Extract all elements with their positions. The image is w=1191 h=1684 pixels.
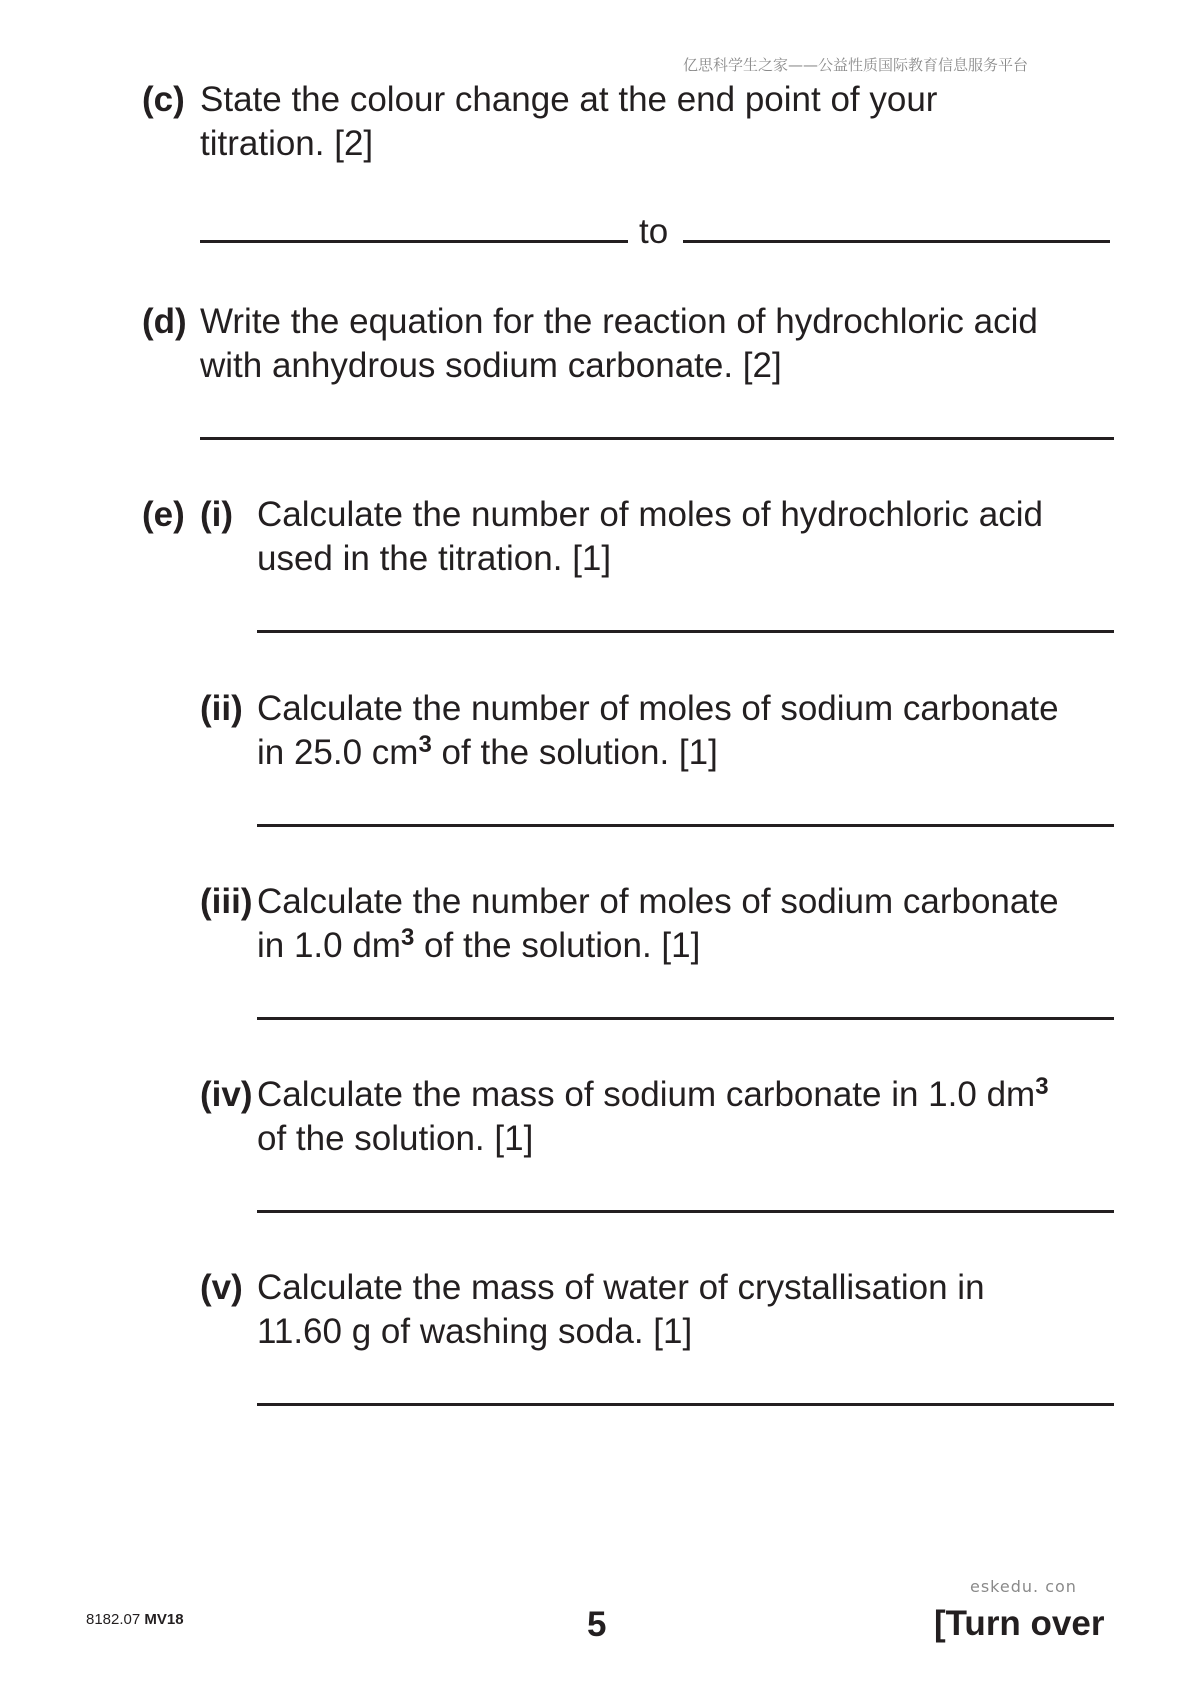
page-number: 5 [587,1605,607,1644]
answer-line-e-ii[interactable] [257,824,1114,827]
superscript-3: 3 [400,924,415,951]
question-e-iii-text-pre: in 1.0 dm [257,926,401,965]
question-e-v-label: (v) [200,1268,243,1307]
question-e-iii-text-post: of the solution. [1] [414,926,701,965]
question-e-iv-text-line2: of the solution. [1] [257,1119,534,1158]
question-e-v-text-line1: Calculate the mass of water of crystallisation in [257,1268,985,1307]
question-c-to: to [639,212,669,251]
answer-line-c-from[interactable] [200,240,628,243]
paper-code [86,1611,184,1628]
question-d-text-line1: Write the equation for the reaction of hydrochloric acid [200,302,1038,341]
superscript-3: 3 [1035,1073,1049,1100]
answer-line-c-to[interactable] [683,240,1110,243]
question-e-i-label: (i) [200,495,234,534]
turn-over-label: [Turn over [934,1604,1105,1643]
question-e-i-text-line2: used in the titration. [1] [257,539,612,578]
answer-line-e-i[interactable] [257,630,1114,633]
question-e-ii-text-line1: Calculate the number of moles of sodium carbonate [257,689,1059,728]
header-watermark: 亿思科学生之家——公益性质国际教育信息服务平台 [683,56,1029,74]
question-e-ii-text-line2 [257,731,718,775]
superscript-3: 3 [418,731,432,758]
question-e-label: (e) [142,495,185,534]
question-e-ii-label: (ii) [200,689,243,728]
question-c-text-line1: State the colour change at the end point of your [200,80,938,119]
paper-code-bold: MV18 [144,1611,184,1628]
question-e-iv-text-line1 [257,1073,1049,1117]
question-c-label: (c) [142,80,185,119]
answer-line-e-v[interactable] [257,1403,1114,1406]
question-e-v-text-line2: 11.60 g of washing soda. [1] [257,1312,693,1351]
answer-line-e-iii[interactable] [257,1017,1114,1020]
question-d-text-line2: with anhydrous sodium carbonate. [2] [200,346,782,385]
answer-line-d[interactable] [200,437,1114,440]
question-e-iv-label: (iv) [200,1075,253,1114]
question-e-iii-label: (iii) [200,882,253,921]
question-e-iii-text-line2 [257,924,700,968]
answer-line-e-iv[interactable] [257,1210,1114,1213]
question-e-ii-text-post: of the solution. [1] [431,733,718,772]
question-e-iii-text-line1: Calculate the number of moles of sodium carbonate [257,882,1059,921]
footer-watermark: eskedu. con [970,1577,1077,1596]
question-d-label: (d) [142,302,187,341]
question-e-i-text-line1: Calculate the number of moles of hydrochloric acid [257,495,1043,534]
paper-code-prefix: 8182.07 [86,1611,145,1628]
question-e-ii-text-pre: in 25.0 cm [257,733,419,772]
question-e-iv-text-pre: Calculate the mass of sodium carbonate in 1.0 dm [257,1075,1036,1114]
question-c-text-line2: titration. [2] [200,124,374,163]
